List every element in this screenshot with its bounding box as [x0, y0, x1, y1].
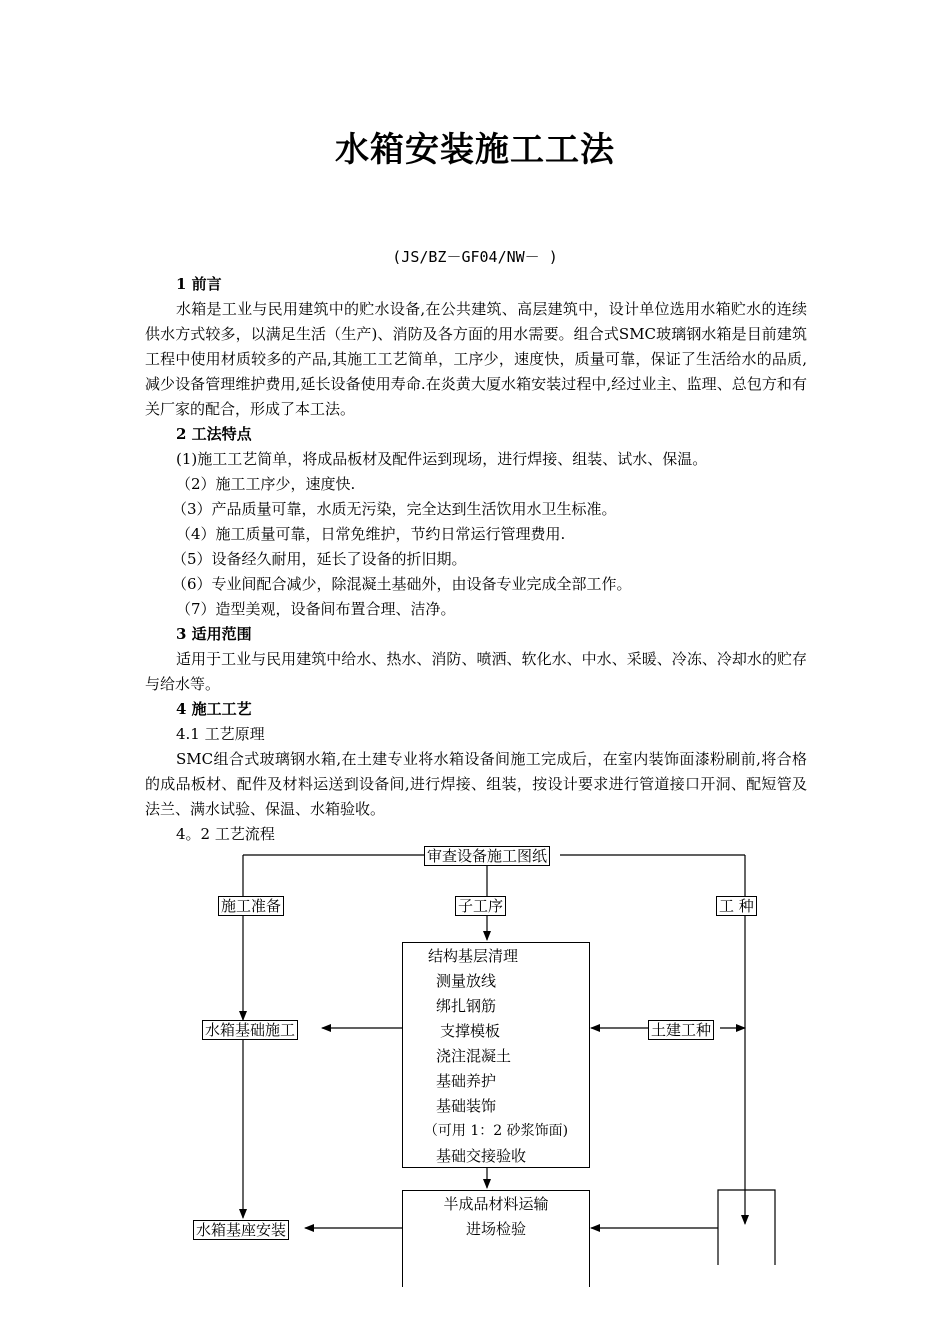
flow-step: 绑扎钢筋	[436, 997, 497, 1015]
side-box	[718, 1190, 775, 1265]
list-item: （2）施工工序少，速度快.	[176, 475, 356, 493]
flow-step: 基础装饰	[436, 1097, 497, 1115]
document-title: 水箱安装施工工法	[335, 130, 615, 170]
flow-foundation-steps-box	[402, 942, 590, 1168]
flow-tank-base-install: 水箱基座安装	[193, 1220, 289, 1240]
flow-trade: 工 种	[716, 896, 757, 916]
flow-civil-trade: 土建工种	[648, 1020, 714, 1040]
section-heading: 1 前言	[176, 275, 222, 293]
flow-step: 支撑模板	[440, 1022, 501, 1040]
process-flowchart	[0, 840, 950, 1280]
list-item: （7）造型美观，设备间布置合理、洁净。	[176, 600, 456, 618]
paragraph: SMC组合式玻璃钢水箱,在土建专业将水箱设备间施工完成后，在室内装饰面漆粉刷前,将合格的成品板材、配件及材料运送到设备间,进行焊接、组装，按设计要求进行管道接口开洞、配短管及法兰、满水试验、保温、水箱验收。	[145, 750, 807, 818]
document-code: (JS/BZ－GF04/NW－ )	[392, 248, 558, 266]
list-item: （3）产品质量可靠，水质无污染，完全达到生活饮用水卫生标准。	[172, 500, 617, 518]
flow-step: 基础交接验收	[436, 1147, 527, 1165]
flow-step: 结构基层清理	[428, 947, 519, 965]
flow-sub-process: 子工序	[455, 896, 506, 916]
section-heading: 3 适用范围	[176, 625, 252, 643]
paragraph: 适用于工业与民用建筑中给水、热水、消防、喷洒、软化水、中水、采暖、冷冻、冷却水的贮存与给水等。	[145, 650, 807, 693]
flow-step: （可用 1：2 砂浆饰面)	[423, 1123, 569, 1139]
flow-tank-foundation: 水箱基础施工	[202, 1020, 298, 1040]
flow-step: 基础养护	[436, 1072, 497, 1090]
flow-step: 浇注混凝土	[436, 1047, 512, 1065]
section-heading: 2 工法特点	[176, 425, 252, 443]
flow-material-box	[402, 1190, 590, 1287]
flow-step: 进场检验	[465, 1220, 526, 1238]
document-body	[145, 272, 807, 847]
list-item: （4）施工质量可靠，日常免维护，节约日常运行管理费用.	[176, 525, 566, 543]
subsection-heading: 4.1 工艺原理	[176, 725, 265, 743]
list-item: （6）专业间配合减少，除混凝土基础外，由设备专业完成全部工作。	[172, 575, 632, 593]
subsection-heading: 4。2 工艺流程	[176, 825, 275, 843]
flow-step: 半成品材料运输	[443, 1195, 549, 1213]
flow-review-drawings: 审查设备施工图纸	[424, 846, 550, 866]
paragraph: 水箱是工业与民用建筑中的贮水设备,在公共建筑、高层建筑中，设计单位选用水箱贮水的连续供水方式较多，以满足生活（生产)、消防及各方面的用水需要。组合式SMC玻璃钢水箱是目前建筑工程中使用材质较多的产品,其施工工艺简单，工序少，速度快，质量可靠，保证了生活给水的品质,减少设备管理维护费用,延长设备使用寿命.在炎黄大厦水箱安装过程中,经过业主、监理、总包方和有关厂家的配合，形成了本工法。	[145, 300, 807, 418]
list-item: (1)施工工艺简单，将成品板材及配件运到现场，进行焊接、组装、试水、保温。	[176, 450, 708, 468]
section-heading: 4 施工工艺	[176, 700, 252, 718]
list-item: （5）设备经久耐用，延长了设备的折旧期。	[172, 550, 467, 568]
flow-construction-prep: 施工准备	[218, 896, 284, 916]
flow-step: 测量放线	[436, 972, 497, 990]
